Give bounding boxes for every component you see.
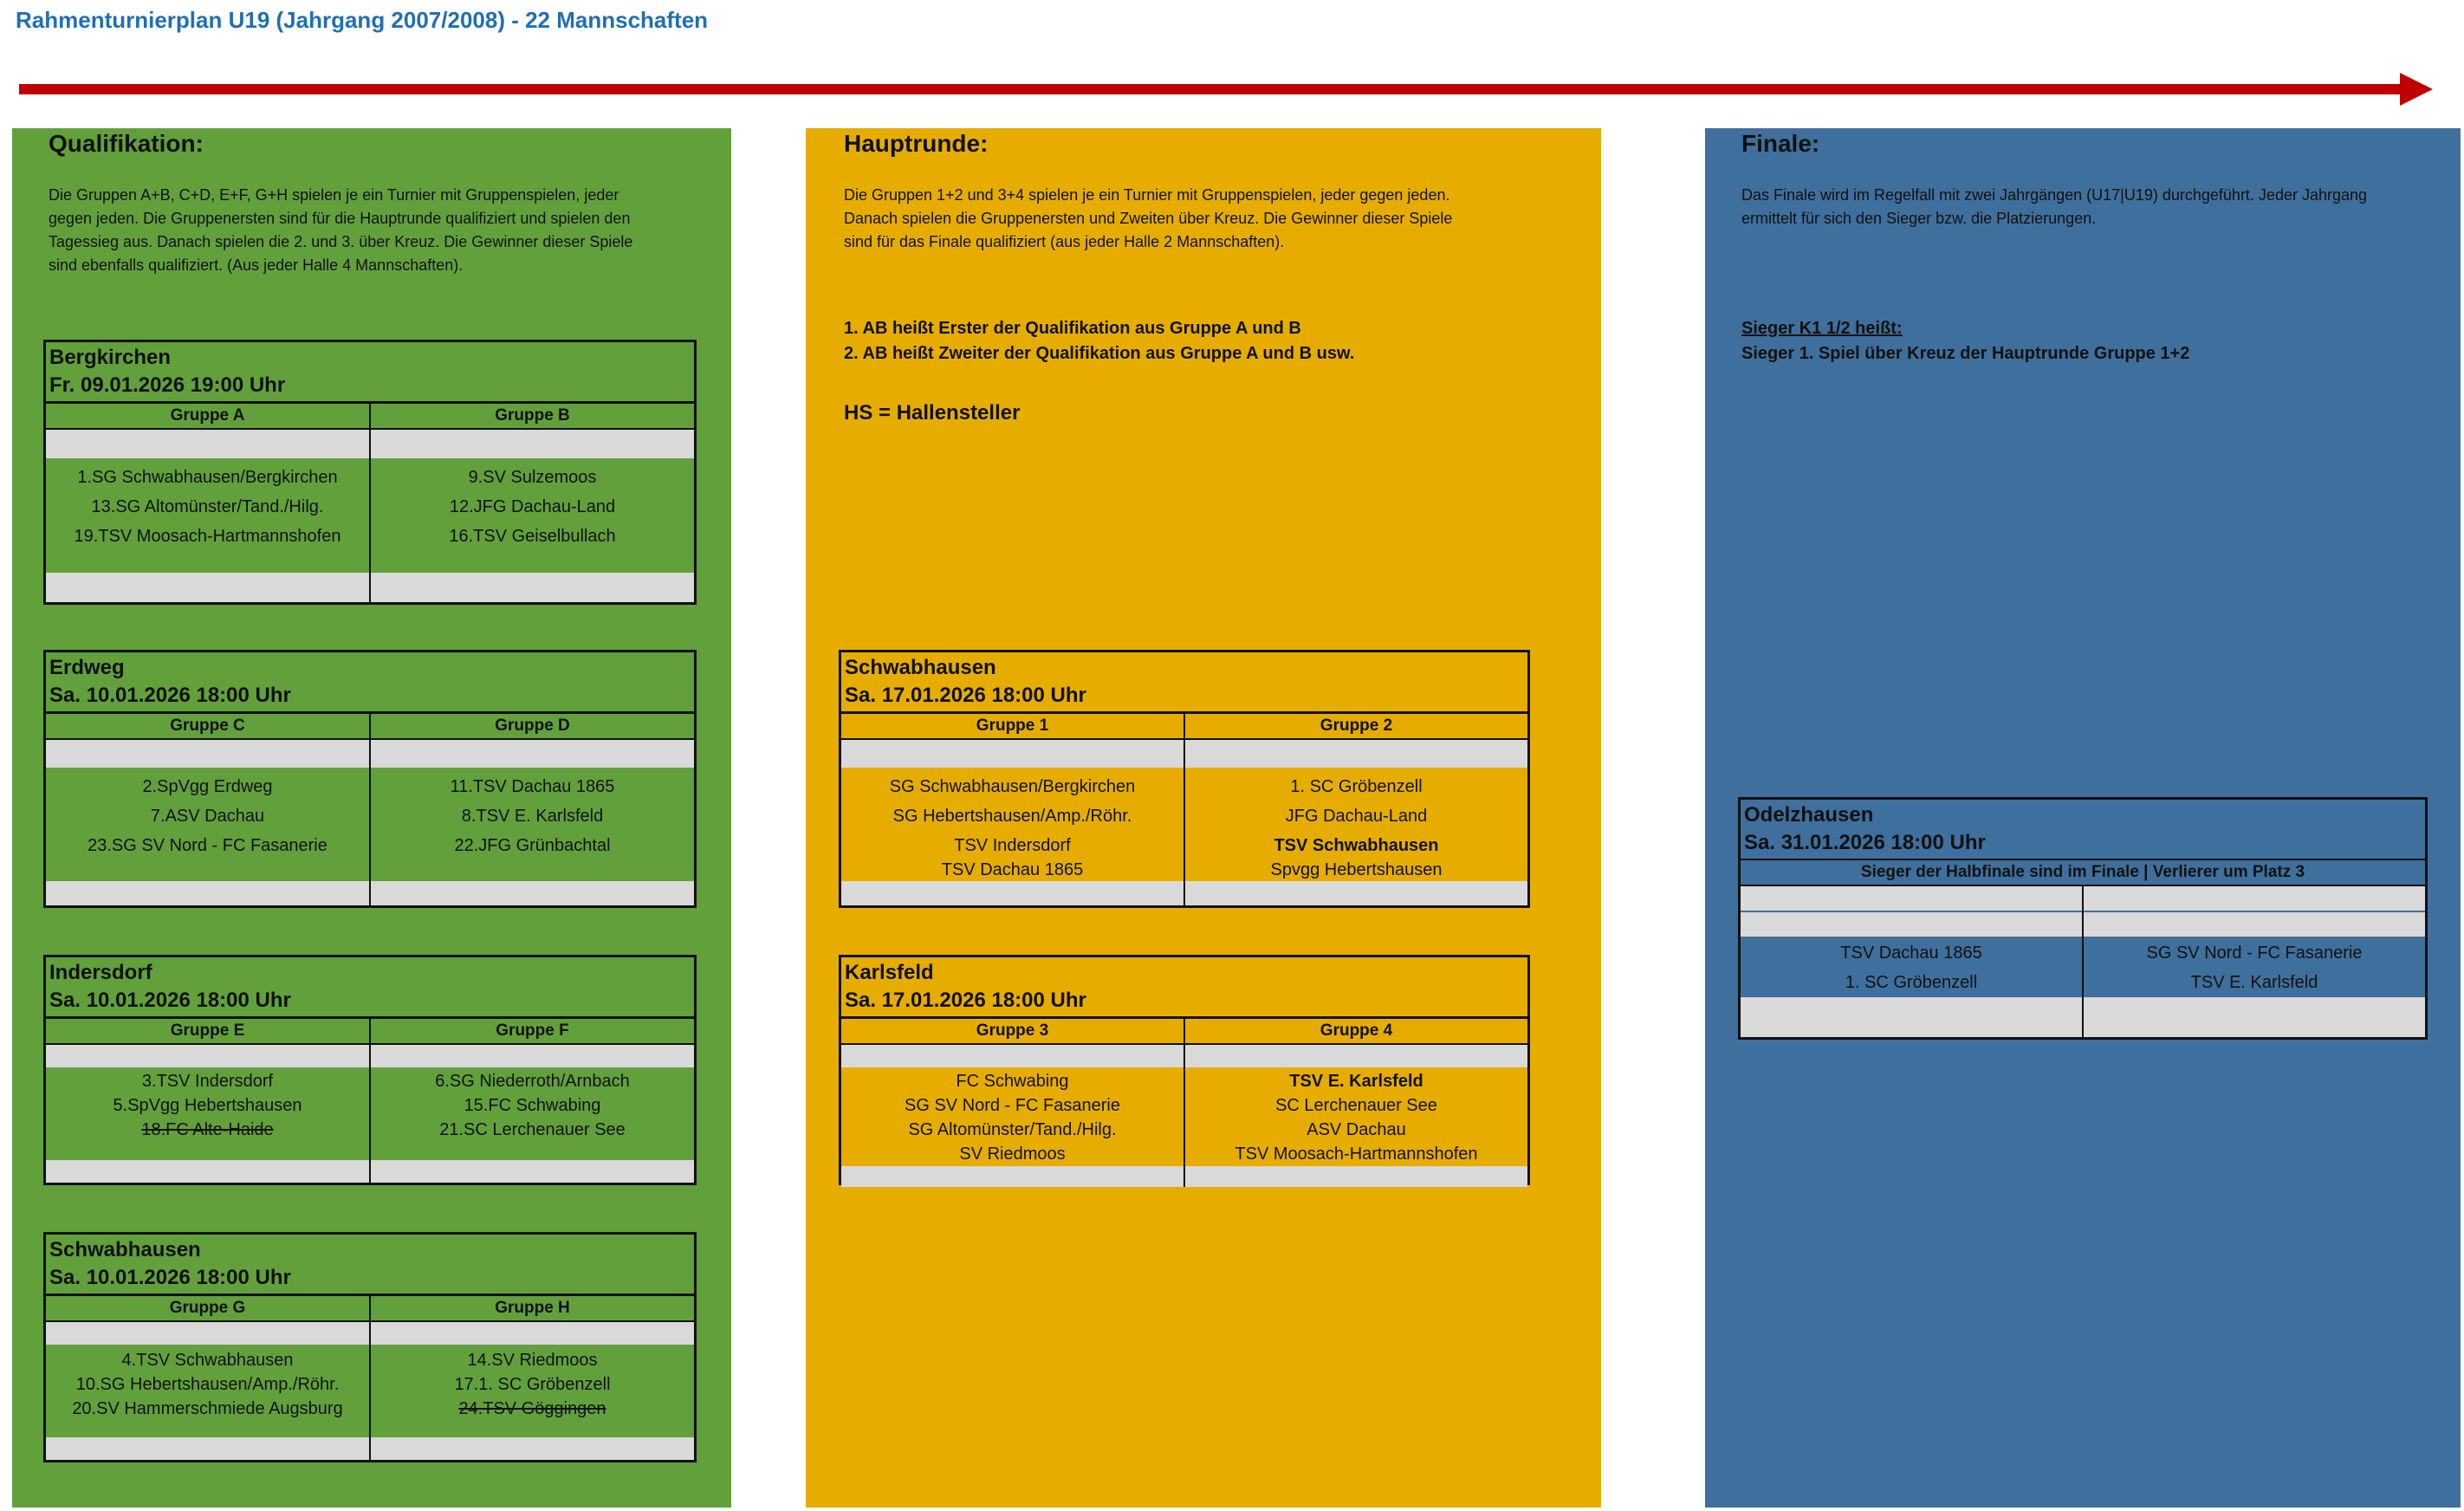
- grey-spacer: [2084, 886, 2425, 912]
- team-body: [46, 1322, 694, 1460]
- team: ASV Dachau: [1307, 1120, 1406, 1139]
- team-host: TSV Schwabhausen: [1274, 836, 1439, 855]
- team-column-left: [46, 430, 369, 602]
- team: TSV Dachau 1865: [941, 860, 1084, 879]
- group-label: Gruppe E: [170, 1021, 245, 1040]
- grey-spacer: [371, 1322, 694, 1345]
- team-body: [1741, 886, 2425, 1037]
- team-column-right: [1183, 740, 1527, 905]
- match-header: [46, 342, 694, 404]
- hauptrunde-note-1: 1. AB heißt Erster der Qualifikation aus Gruppe A und B: [844, 319, 1301, 338]
- match-card-schwabhausen-quali: [43, 1232, 697, 1462]
- team: 13.SG Altomünster/Tand./Hilg.: [91, 497, 324, 516]
- grey-spacer: [46, 1322, 369, 1345]
- grey-spacer: [1185, 1045, 1527, 1067]
- team: 7.ASV Dachau: [150, 807, 265, 826]
- group-label: Gruppe 1: [976, 717, 1049, 735]
- desc-line: Die Gruppen 1+2 und 3+4 spielen je ein Turnier mit Gruppenspielen, jeder gegen jeden.: [844, 186, 1450, 204]
- desc-line: Die Gruppen A+B, C+D, E+F, G+H spielen je ein Turnier mit Gruppenspielen, jeder: [49, 186, 619, 204]
- grey-spacer: [371, 1045, 694, 1067]
- team: 4.TSV Schwabhausen: [121, 1351, 294, 1370]
- team: 9.SV Sulzemoos: [468, 468, 597, 487]
- grey-spacer: [1741, 912, 2082, 937]
- team: TSV Indersdorf: [954, 836, 1071, 855]
- team: 1. SC Gröbenzell: [1845, 973, 1978, 992]
- grey-spacer: [371, 881, 694, 905]
- team-body: [841, 740, 1527, 905]
- match-card-odelzhausen: [1738, 797, 2428, 1040]
- match-header: [841, 652, 1527, 714]
- team: SG Schwabhausen/Bergkirchen: [889, 777, 1136, 796]
- timeline-arrow-head: [2400, 73, 2433, 106]
- hauptrunde-description: [844, 184, 1452, 254]
- team-withdrawn: 18.FC Alte-Haide: [141, 1120, 274, 1139]
- finale-heading: Finale:: [1741, 130, 1820, 157]
- team: Spvgg Hebertshausen: [1270, 860, 1443, 879]
- hauptrunde-note-2: 2. AB heißt Zweiter der Qualifikation aus Gruppe A und B usw.: [844, 344, 1355, 363]
- grey-spacer: [46, 740, 369, 768]
- desc-line: Das Finale wird im Regelfall mit zwei Jahrgängen (U17|U19) durchgeführt. Jeder Jahrgang: [1741, 186, 2368, 204]
- group-header-row: [46, 1019, 694, 1045]
- group-label: Gruppe C: [170, 717, 245, 735]
- hauptrunde-note-hs: HS = Hallensteller: [844, 401, 1021, 425]
- team-host: TSV E. Karlsfeld: [1289, 1072, 1423, 1091]
- grey-spacer: [46, 430, 369, 458]
- grey-spacer: [46, 881, 369, 905]
- group-label: Gruppe F: [369, 1019, 694, 1043]
- grey-spacer: [46, 1045, 369, 1067]
- team: 8.TSV E. Karlsfeld: [461, 807, 604, 826]
- finale-description: [1741, 184, 2367, 230]
- match-venue: Erdweg: [49, 656, 125, 679]
- group-label: Gruppe A: [170, 406, 245, 425]
- desc-line: Danach spielen die Gruppenersten und Zweiten über Kreuz. Die Gewinner dieser Spiele: [844, 210, 1453, 227]
- team: 12.JFG Dachau-Land: [449, 497, 616, 516]
- team: SG Altomünster/Tand./Hilg.: [908, 1120, 1117, 1139]
- team: JFG Dachau-Land: [1285, 807, 1428, 826]
- team: 5.SpVgg Hebertshausen: [113, 1096, 302, 1115]
- group-label: Gruppe D: [369, 714, 694, 738]
- team-column-right: [2082, 886, 2425, 1037]
- hauptrunde-heading: Hauptrunde:: [844, 130, 989, 157]
- page-title: Rahmenturnierplan U19 (Jahrgang 2007/2008) - 22 Mannschaften: [16, 7, 709, 33]
- match-header: [46, 1235, 694, 1296]
- match-card-erdweg: [43, 650, 697, 908]
- match-card-karlsfeld: [839, 955, 1530, 1185]
- team-body: [841, 1045, 1527, 1187]
- team-column-left: [1741, 886, 2082, 1037]
- desc-line: Tagessieg aus. Danach spielen die 2. und 3. über Kreuz. Die Gewinner dieser Spiele: [49, 233, 633, 250]
- match-venue: Bergkirchen: [49, 346, 172, 369]
- team: 15.FC Schwabing: [464, 1096, 601, 1115]
- team: SG Hebertshausen/Amp./Röhr.: [892, 807, 1132, 826]
- group-header-row: [841, 714, 1527, 740]
- match-header: [841, 957, 1527, 1019]
- team-column-right: [369, 740, 694, 905]
- grey-spacer: [1185, 740, 1527, 768]
- qualifikation-description: [49, 184, 632, 277]
- team-column-right: [369, 1045, 694, 1183]
- grey-spacer: [1185, 1166, 1527, 1187]
- grey-spacer: [841, 1166, 1183, 1187]
- team-column-right: [1183, 1045, 1527, 1187]
- grey-spacer: [1741, 886, 2082, 912]
- match-date: Sa. 10.01.2026 18:00 Uhr: [49, 989, 291, 1012]
- group-header-row: [46, 404, 694, 430]
- match-venue: Schwabhausen: [845, 656, 996, 679]
- match-card-schwabhausen-hauptrunde: [839, 650, 1530, 908]
- team: SG SV Nord - FC Fasanerie: [2146, 944, 2363, 963]
- match-venue: Karlsfeld: [845, 961, 934, 984]
- match-date: Sa. 31.01.2026 18:00 Uhr: [1744, 831, 1986, 854]
- team: 3.TSV Indersdorf: [141, 1072, 274, 1091]
- qualifikation-heading: Qualifikation:: [49, 130, 204, 157]
- match-header: [46, 652, 694, 714]
- grey-spacer: [371, 1437, 694, 1460]
- finale-note-2: Sieger 1. Spiel über Kreuz der Hauptrunde Gruppe 1+2: [1741, 344, 2190, 363]
- grey-spacer: [46, 1437, 369, 1460]
- group-label: Gruppe 4: [1183, 1019, 1527, 1043]
- grey-spacer: [371, 1160, 694, 1183]
- team: TSV Dachau 1865: [1840, 944, 1982, 963]
- group-label: Gruppe B: [369, 404, 694, 428]
- match-venue: Indersdorf: [49, 961, 152, 984]
- team: 2.SpVgg Erdweg: [142, 777, 273, 796]
- grey-spacer: [371, 740, 694, 768]
- team: 10.SG Hebertshausen/Amp./Röhr.: [75, 1375, 340, 1394]
- team: TSV E. Karlsfeld: [2190, 973, 2318, 992]
- team-column-right: [369, 430, 694, 602]
- match-venue: Odelzhausen: [1744, 803, 1874, 827]
- team: SV Riedmoos: [959, 1145, 1066, 1164]
- match-date: Sa. 17.01.2026 18:00 Uhr: [845, 989, 1086, 1012]
- finale-note-1: Sieger K1 1/2 heißt:: [1741, 319, 1903, 338]
- grey-spacer: [2084, 912, 2425, 937]
- team: 1. SC Gröbenzell: [1290, 777, 1423, 796]
- grey-spacer: [841, 740, 1183, 768]
- match-header: [1741, 800, 2425, 860]
- group-label: Gruppe 2: [1183, 714, 1527, 738]
- grey-spacer: [371, 573, 694, 602]
- team-withdrawn: 24.TSV Göggingen: [458, 1399, 606, 1418]
- grey-spacer: [1741, 997, 2082, 1037]
- match-header: [46, 957, 694, 1019]
- desc-line: sind für das Finale qualifiziert (aus jeder Halle 2 Mannschaften).: [844, 233, 1285, 250]
- timeline-arrow-line: [19, 84, 2409, 94]
- finale-subtitle: Sieger der Halbfinale sind im Finale | Verlierer um Platz 3: [1741, 860, 2425, 886]
- team-column-left: [46, 1045, 369, 1183]
- team: 21.SC Lerchenauer See: [439, 1120, 626, 1139]
- team: FC Schwabing: [956, 1072, 1069, 1091]
- team: 17.1. SC Gröbenzell: [454, 1375, 611, 1394]
- team: 20.SV Hammerschmiede Augsburg: [72, 1399, 343, 1418]
- match-card-indersdorf: [43, 955, 697, 1185]
- group-header-row: [46, 1296, 694, 1322]
- group-label: Gruppe G: [169, 1299, 246, 1317]
- grey-spacer: [46, 573, 369, 602]
- team-column-left: [841, 1045, 1183, 1187]
- team: 22.JFG Grünbachtal: [454, 836, 611, 855]
- match-date: Sa. 17.01.2026 18:00 Uhr: [845, 684, 1086, 707]
- grey-spacer: [841, 881, 1183, 905]
- team-column-left: [46, 1322, 369, 1460]
- team: 19.TSV Moosach-Hartmannshofen: [74, 527, 341, 546]
- desc-line: sind ebenfalls qualifiziert. (Aus jeder Halle 4 Mannschaften).: [49, 256, 464, 274]
- team: 11.TSV Dachau 1865: [450, 777, 615, 796]
- team: 23.SG SV Nord - FC Fasanerie: [88, 836, 327, 855]
- team-body: [46, 740, 694, 905]
- team: SG SV Nord - FC Fasanerie: [905, 1096, 1120, 1115]
- grey-spacer: [371, 430, 694, 458]
- team-column-left: [841, 740, 1183, 905]
- team: 1.SG Schwabhausen/Bergkirchen: [77, 468, 338, 487]
- team-column-left: [46, 740, 369, 905]
- group-label: Gruppe H: [369, 1296, 694, 1320]
- match-date: Sa. 10.01.2026 18:00 Uhr: [49, 1266, 291, 1289]
- group-header-row: [46, 714, 694, 740]
- team-body: [46, 1045, 694, 1183]
- match-venue: Schwabhausen: [49, 1238, 201, 1261]
- team-body: [46, 430, 694, 602]
- grey-spacer: [2084, 997, 2425, 1037]
- team: 14.SV Riedmoos: [467, 1351, 598, 1370]
- team-column-right: [369, 1322, 694, 1460]
- team: TSV Moosach-Hartmannshofen: [1235, 1145, 1478, 1164]
- team: 6.SG Niederroth/Arnbach: [435, 1072, 630, 1091]
- desc-line: ermittelt für sich den Sieger bzw. die Platzierungen.: [1741, 210, 2097, 227]
- group-header-row: [841, 1019, 1527, 1045]
- team: 16.TSV Geiselbullach: [449, 527, 616, 546]
- match-date: Fr. 09.01.2026 19:00 Uhr: [49, 373, 286, 397]
- grey-spacer: [841, 1045, 1183, 1067]
- group-label: Gruppe 3: [976, 1021, 1049, 1040]
- desc-line: gegen jeden. Die Gruppenersten sind für die Hauptrunde qualifiziert und spielen den: [49, 210, 631, 227]
- match-date: Sa. 10.01.2026 18:00 Uhr: [49, 684, 291, 707]
- grey-spacer: [1185, 881, 1527, 905]
- grey-spacer: [46, 1160, 369, 1183]
- team: SC Lerchenauer See: [1275, 1096, 1437, 1115]
- match-card-bergkirchen: [43, 340, 697, 605]
